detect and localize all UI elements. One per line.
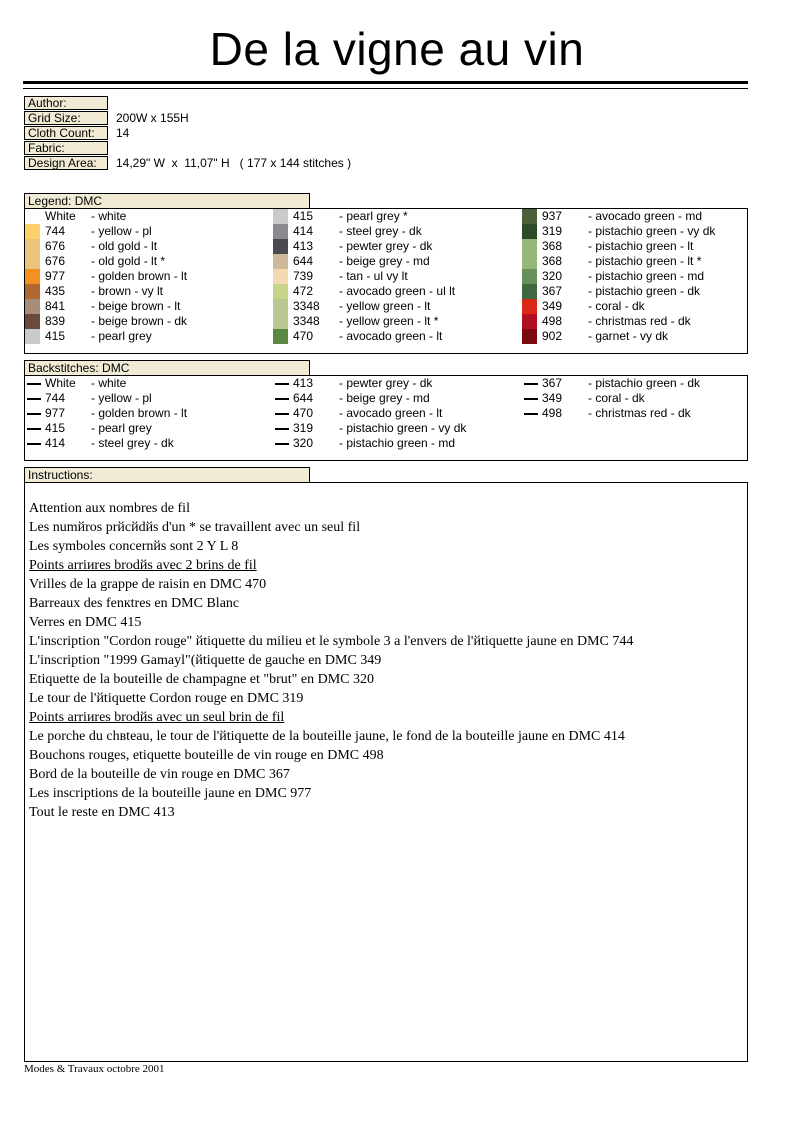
instruction-line: L'inscription "1999 Gamayl"(йtiquette de gauche en DMC 349: [29, 653, 382, 668]
thread-code: 368: [542, 254, 563, 268]
thread-description: - garnet - vy dk: [588, 329, 669, 343]
instruction-line: Les numйros prйcйdйs d'un * se travaillent avec un seul fil: [29, 520, 361, 535]
thread-code: 676: [45, 239, 66, 253]
legend-box: [24, 208, 748, 354]
thread-code: 435: [45, 284, 66, 298]
thread-description: - old gold - lt *: [91, 254, 166, 268]
thread-description: - beige grey - md: [339, 254, 430, 268]
thread-description: - pistachio green - lt: [588, 239, 694, 253]
thread-code: 977: [45, 269, 66, 283]
backstitch-line-icon: [27, 443, 41, 445]
info-label: Author:: [24, 96, 108, 110]
color-swatch: [273, 239, 288, 254]
thread-description: - pistachio green - vy dk: [339, 421, 467, 435]
thread-description: - yellow green - lt *: [339, 314, 439, 328]
color-swatch: [25, 269, 40, 284]
legend-title: Legend: DMC: [24, 193, 310, 208]
thread-code: 676: [45, 254, 66, 268]
thread-code: 744: [45, 391, 66, 405]
backstitches-box: [24, 375, 748, 461]
thread-description: - beige grey - md: [339, 391, 430, 405]
backstitch-line-icon: [27, 413, 41, 415]
color-swatch: [25, 299, 40, 314]
thread-code: 644: [293, 391, 314, 405]
thread-code: 415: [45, 329, 66, 343]
thread-description: - pearl grey: [91, 329, 152, 343]
thread-description: - beige brown - dk: [91, 314, 188, 328]
backstitch-line-icon: [27, 383, 41, 385]
thread-code: 739: [293, 269, 314, 283]
instruction-line: Les inscriptions de la bouteille jaune en DMC 977: [29, 786, 312, 801]
backstitch-line-icon: [275, 443, 289, 445]
backstitch-line-icon: [27, 428, 41, 430]
color-swatch: [273, 269, 288, 284]
color-swatch: [25, 239, 40, 254]
thread-description: - yellow - pl: [91, 391, 152, 405]
page-title: De la vigne au vin: [209, 23, 585, 75]
instructions-title: Instructions:: [24, 467, 310, 482]
color-swatch: [522, 269, 537, 284]
color-swatch: [522, 299, 537, 314]
thread-code: 415: [293, 209, 314, 223]
color-swatch: [25, 224, 40, 239]
thread-description: - golden brown - lt: [91, 269, 188, 283]
thread-code: 413: [293, 376, 314, 390]
thread-description: - avocado green - lt: [339, 406, 443, 420]
info-value: 14: [116, 126, 130, 140]
info-label: Grid Size:: [24, 111, 108, 125]
footer-credit: Modes & Travaux octobre 2001: [24, 1063, 165, 1075]
thread-description: - pistachio green - vy dk: [588, 224, 716, 238]
thread-description: - steel grey - dk: [91, 436, 174, 450]
thread-description: - tan - ul vy lt: [339, 269, 408, 283]
instruction-line: Tout le reste en DMC 413: [29, 805, 175, 820]
thread-description: - yellow - pl: [91, 224, 152, 238]
backstitch-line-icon: [275, 428, 289, 430]
info-value: 14,29" W x 11,07" H ( 177 x 144 stitches ): [116, 156, 352, 170]
color-swatch: [522, 284, 537, 299]
thread-code: 368: [542, 239, 563, 253]
color-swatch: [522, 254, 537, 269]
thread-description: - old gold - lt: [91, 239, 158, 253]
thread-code: 367: [542, 284, 563, 298]
thread-code: 367: [542, 376, 563, 390]
instruction-line: Barreaux des fenкtres en DMC Blanc: [29, 596, 240, 611]
thread-code: 413: [293, 239, 314, 253]
thread-description: - avocado green - md: [588, 209, 703, 223]
instruction-line: Points arriиres brodйs avec un seul brin de fil: [29, 710, 285, 725]
color-swatch: [522, 224, 537, 239]
color-swatch: [522, 314, 537, 329]
thread-code: 319: [293, 421, 314, 435]
thread-description: - pistachio green - dk: [588, 284, 701, 298]
thread-code: White: [45, 376, 76, 390]
thread-description: - white: [91, 209, 127, 223]
thread-description: - avocado green - ul lt: [339, 284, 456, 298]
backstitch-line-icon: [524, 383, 538, 385]
thread-code: 498: [542, 314, 563, 328]
thread-description: - brown - vy lt: [91, 284, 164, 298]
info-label: Design Area:: [24, 156, 108, 170]
thread-code: 644: [293, 254, 314, 268]
thread-code: 320: [542, 269, 563, 283]
instruction-line: Vrilles de la grappe de raisin en DMC 470: [29, 577, 267, 592]
thread-code: 3348: [293, 299, 320, 313]
thread-description: - christmas red - dk: [588, 314, 691, 328]
thread-description: - coral - dk: [588, 391, 645, 405]
instruction-line: Attention aux nombres de fil: [29, 501, 190, 516]
color-swatch: [273, 314, 288, 329]
title-rule-thick: [23, 81, 748, 84]
thread-description: - pistachio green - dk: [588, 376, 701, 390]
thread-code: 414: [293, 224, 314, 238]
thread-code: 470: [293, 329, 314, 343]
thread-code: 470: [293, 406, 314, 420]
instruction-line: Bouchons rouges, etiquette bouteille de vin rouge en DMC 498: [29, 748, 384, 763]
backstitch-line-icon: [275, 383, 289, 385]
thread-description: - pistachio green - lt *: [588, 254, 702, 268]
instruction-line: Etiquette de la bouteille de champagne et "brut" en DMC 320: [29, 672, 374, 687]
thread-description: - golden brown - lt: [91, 406, 188, 420]
thread-code: 937: [542, 209, 563, 223]
thread-code: 902: [542, 329, 563, 343]
thread-code: 320: [293, 436, 314, 450]
backstitches-title: Backstitches: DMC: [24, 360, 310, 375]
instruction-line: Verres en DMC 415: [29, 615, 142, 630]
thread-description: - pewter grey - dk: [339, 376, 433, 390]
thread-code: 349: [542, 391, 563, 405]
thread-description: - pearl grey: [91, 421, 152, 435]
color-swatch: [273, 209, 288, 224]
backstitch-line-icon: [524, 398, 538, 400]
color-swatch: [273, 254, 288, 269]
thread-code: 414: [45, 436, 66, 450]
thread-code: 472: [293, 284, 314, 298]
color-swatch: [273, 224, 288, 239]
thread-description: - white: [91, 376, 127, 390]
thread-code: 498: [542, 406, 563, 420]
color-swatch: [25, 314, 40, 329]
color-swatch: [273, 329, 288, 344]
thread-code: 977: [45, 406, 66, 420]
thread-code: White: [45, 209, 76, 223]
instruction-line: Bord de la bouteille de vin rouge en DMC 367: [29, 767, 290, 782]
instruction-line: Les symboles concernйs sont 2 Y L 8: [29, 539, 239, 554]
color-swatch: [25, 209, 40, 224]
color-swatch: [25, 284, 40, 299]
info-label: Fabric:: [24, 141, 108, 155]
backstitch-line-icon: [275, 398, 289, 400]
instructions-box: [24, 482, 748, 1062]
thread-code: 349: [542, 299, 563, 313]
color-swatch: [522, 239, 537, 254]
color-swatch: [273, 299, 288, 314]
color-swatch: [25, 254, 40, 269]
thread-description: - beige brown - lt: [91, 299, 181, 313]
thread-description: - pistachio green - md: [588, 269, 705, 283]
color-swatch: [273, 284, 288, 299]
thread-description: - yellow green - lt: [339, 299, 431, 313]
info-label: Cloth Count:: [24, 126, 108, 140]
instruction-line: Le porche du chвteau, le tour de l'йtiquette de la bouteille jaune, le fond de la bouteille jaune en DMC 414: [29, 729, 625, 744]
thread-code: 415: [45, 421, 66, 435]
thread-code: 839: [45, 314, 66, 328]
color-swatch: [522, 209, 537, 224]
thread-description: - pearl grey *: [339, 209, 408, 223]
thread-code: 3348: [293, 314, 320, 328]
backstitch-line-icon: [275, 413, 289, 415]
thread-description: - avocado green - lt: [339, 329, 443, 343]
thread-description: - steel grey - dk: [339, 224, 422, 238]
instruction-line: Points arriиres brodйs avec 2 brins de fil: [29, 558, 257, 573]
title-rule-thin: [23, 88, 748, 89]
backstitch-line-icon: [524, 413, 538, 415]
info-value: 200W x 155H: [116, 111, 189, 125]
thread-code: 744: [45, 224, 66, 238]
thread-description: - coral - dk: [588, 299, 645, 313]
instruction-line: Le tour de l'йtiquette Cordon rouge en DMC 319: [29, 691, 304, 706]
thread-description: - christmas red - dk: [588, 406, 691, 420]
thread-code: 319: [542, 224, 563, 238]
color-swatch: [522, 329, 537, 344]
backstitch-line-icon: [27, 398, 41, 400]
thread-description: - pewter grey - dk: [339, 239, 433, 253]
thread-code: 841: [45, 299, 66, 313]
thread-description: - pistachio green - md: [339, 436, 456, 450]
instruction-line: L'inscription "Cordon rouge" йtiquette du milieu et le symbole 3 a l'envers de l'йtiquette jaune en DMC 744: [29, 634, 634, 649]
color-swatch: [25, 329, 40, 344]
